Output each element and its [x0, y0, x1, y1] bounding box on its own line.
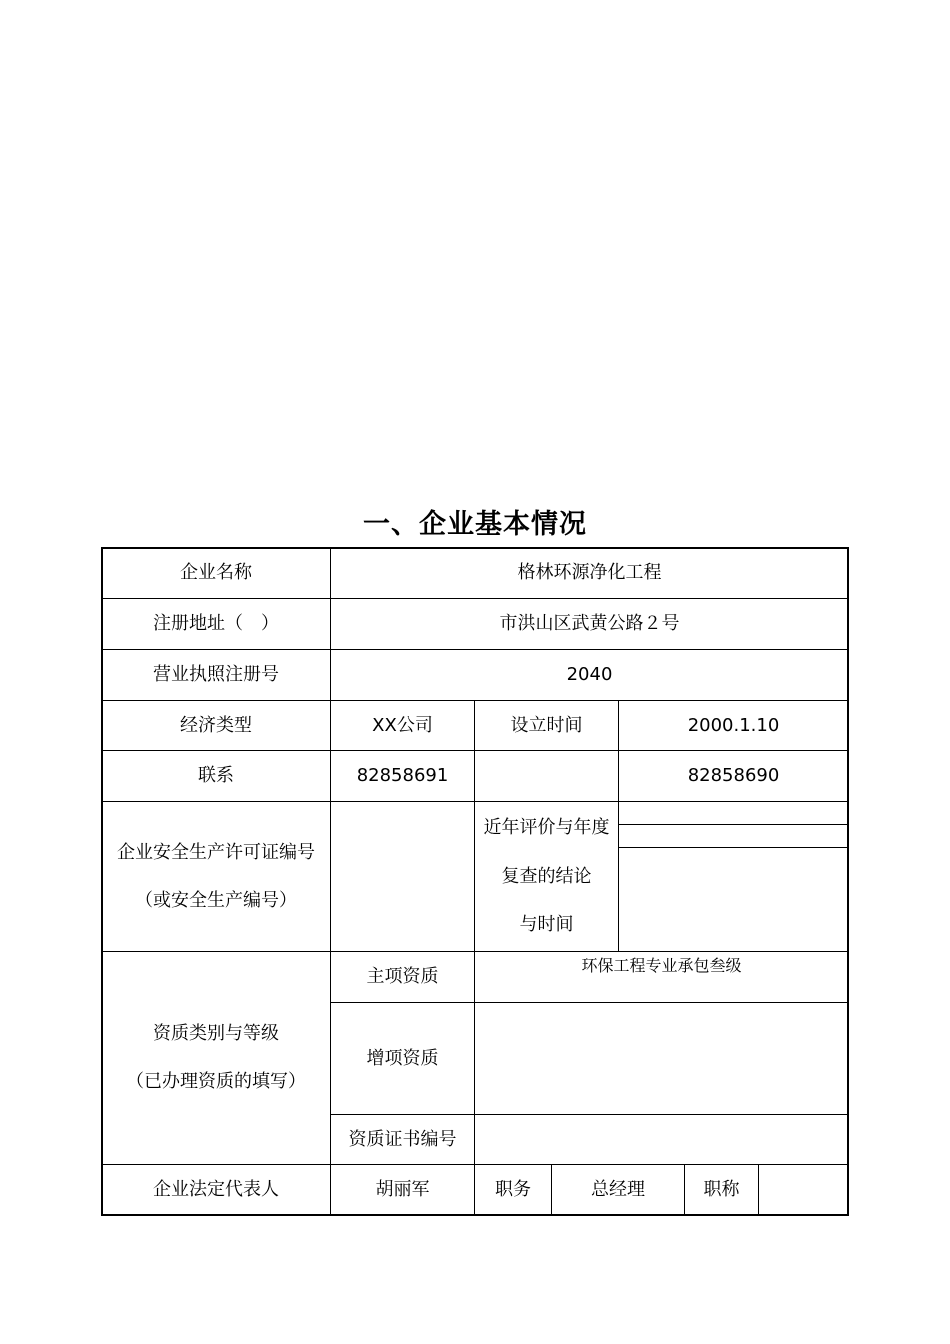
divider: [758, 1164, 759, 1215]
page-title: 一、企业基本情况: [363, 509, 587, 540]
company-name-value: 格林环源净化工程: [517, 562, 662, 584]
main-qualification-value: 环保工程专业承包叁级: [581, 956, 742, 976]
safety-permit-label-line1: 企业安全生产许可证编号: [117, 841, 315, 863]
review-conclusion-label: [475, 802, 618, 951]
position-label: 职务: [495, 1179, 531, 1201]
extra-qualification-label: 增项资质: [366, 1047, 439, 1069]
established-label: 设立时间: [510, 714, 583, 736]
legal-rep-label: 企业法定代表人: [153, 1179, 279, 1201]
divider: [474, 951, 475, 1165]
econ-type-value: XX公司: [372, 714, 433, 736]
divider: [618, 847, 848, 848]
title-label: 职称: [703, 1179, 740, 1201]
divider: [618, 824, 848, 825]
review-label-line1: 近年评价与年度: [483, 817, 610, 839]
position-value: 总经理: [591, 1179, 645, 1201]
license-value: 2040: [566, 664, 613, 686]
cert-number-label: 资质证书编号: [348, 1128, 457, 1150]
qualification-label: [102, 952, 330, 1164]
econ-type-label: 经济类型: [180, 714, 252, 736]
qualification-label-line1: 资质类别与等级: [153, 1023, 279, 1045]
address-value: 市洪山区武黄公路２号: [499, 613, 680, 635]
safety-permit-label-line2: （或安全生产编号）: [135, 889, 297, 911]
review-label-line3: 与时间: [519, 914, 574, 936]
legal-rep-name: 胡丽军: [375, 1179, 430, 1201]
contact-value-2: 82858690: [687, 765, 780, 787]
review-label-line2: 复查的结论: [501, 865, 592, 887]
main-qualification-label: 主项资质: [366, 966, 439, 988]
company-name-label: 企业名称: [180, 562, 252, 584]
license-label: 营业执照注册号: [153, 664, 279, 686]
qualification-label-line2: （已办理资质的填写）: [126, 1071, 306, 1092]
established-value: 2000.1.10: [687, 714, 780, 736]
address-label: 注册地址（ ）: [153, 613, 279, 635]
contact-value-1: 82858691: [356, 765, 449, 787]
safety-permit-label: [102, 802, 330, 951]
contact-label: 联系: [198, 765, 234, 787]
